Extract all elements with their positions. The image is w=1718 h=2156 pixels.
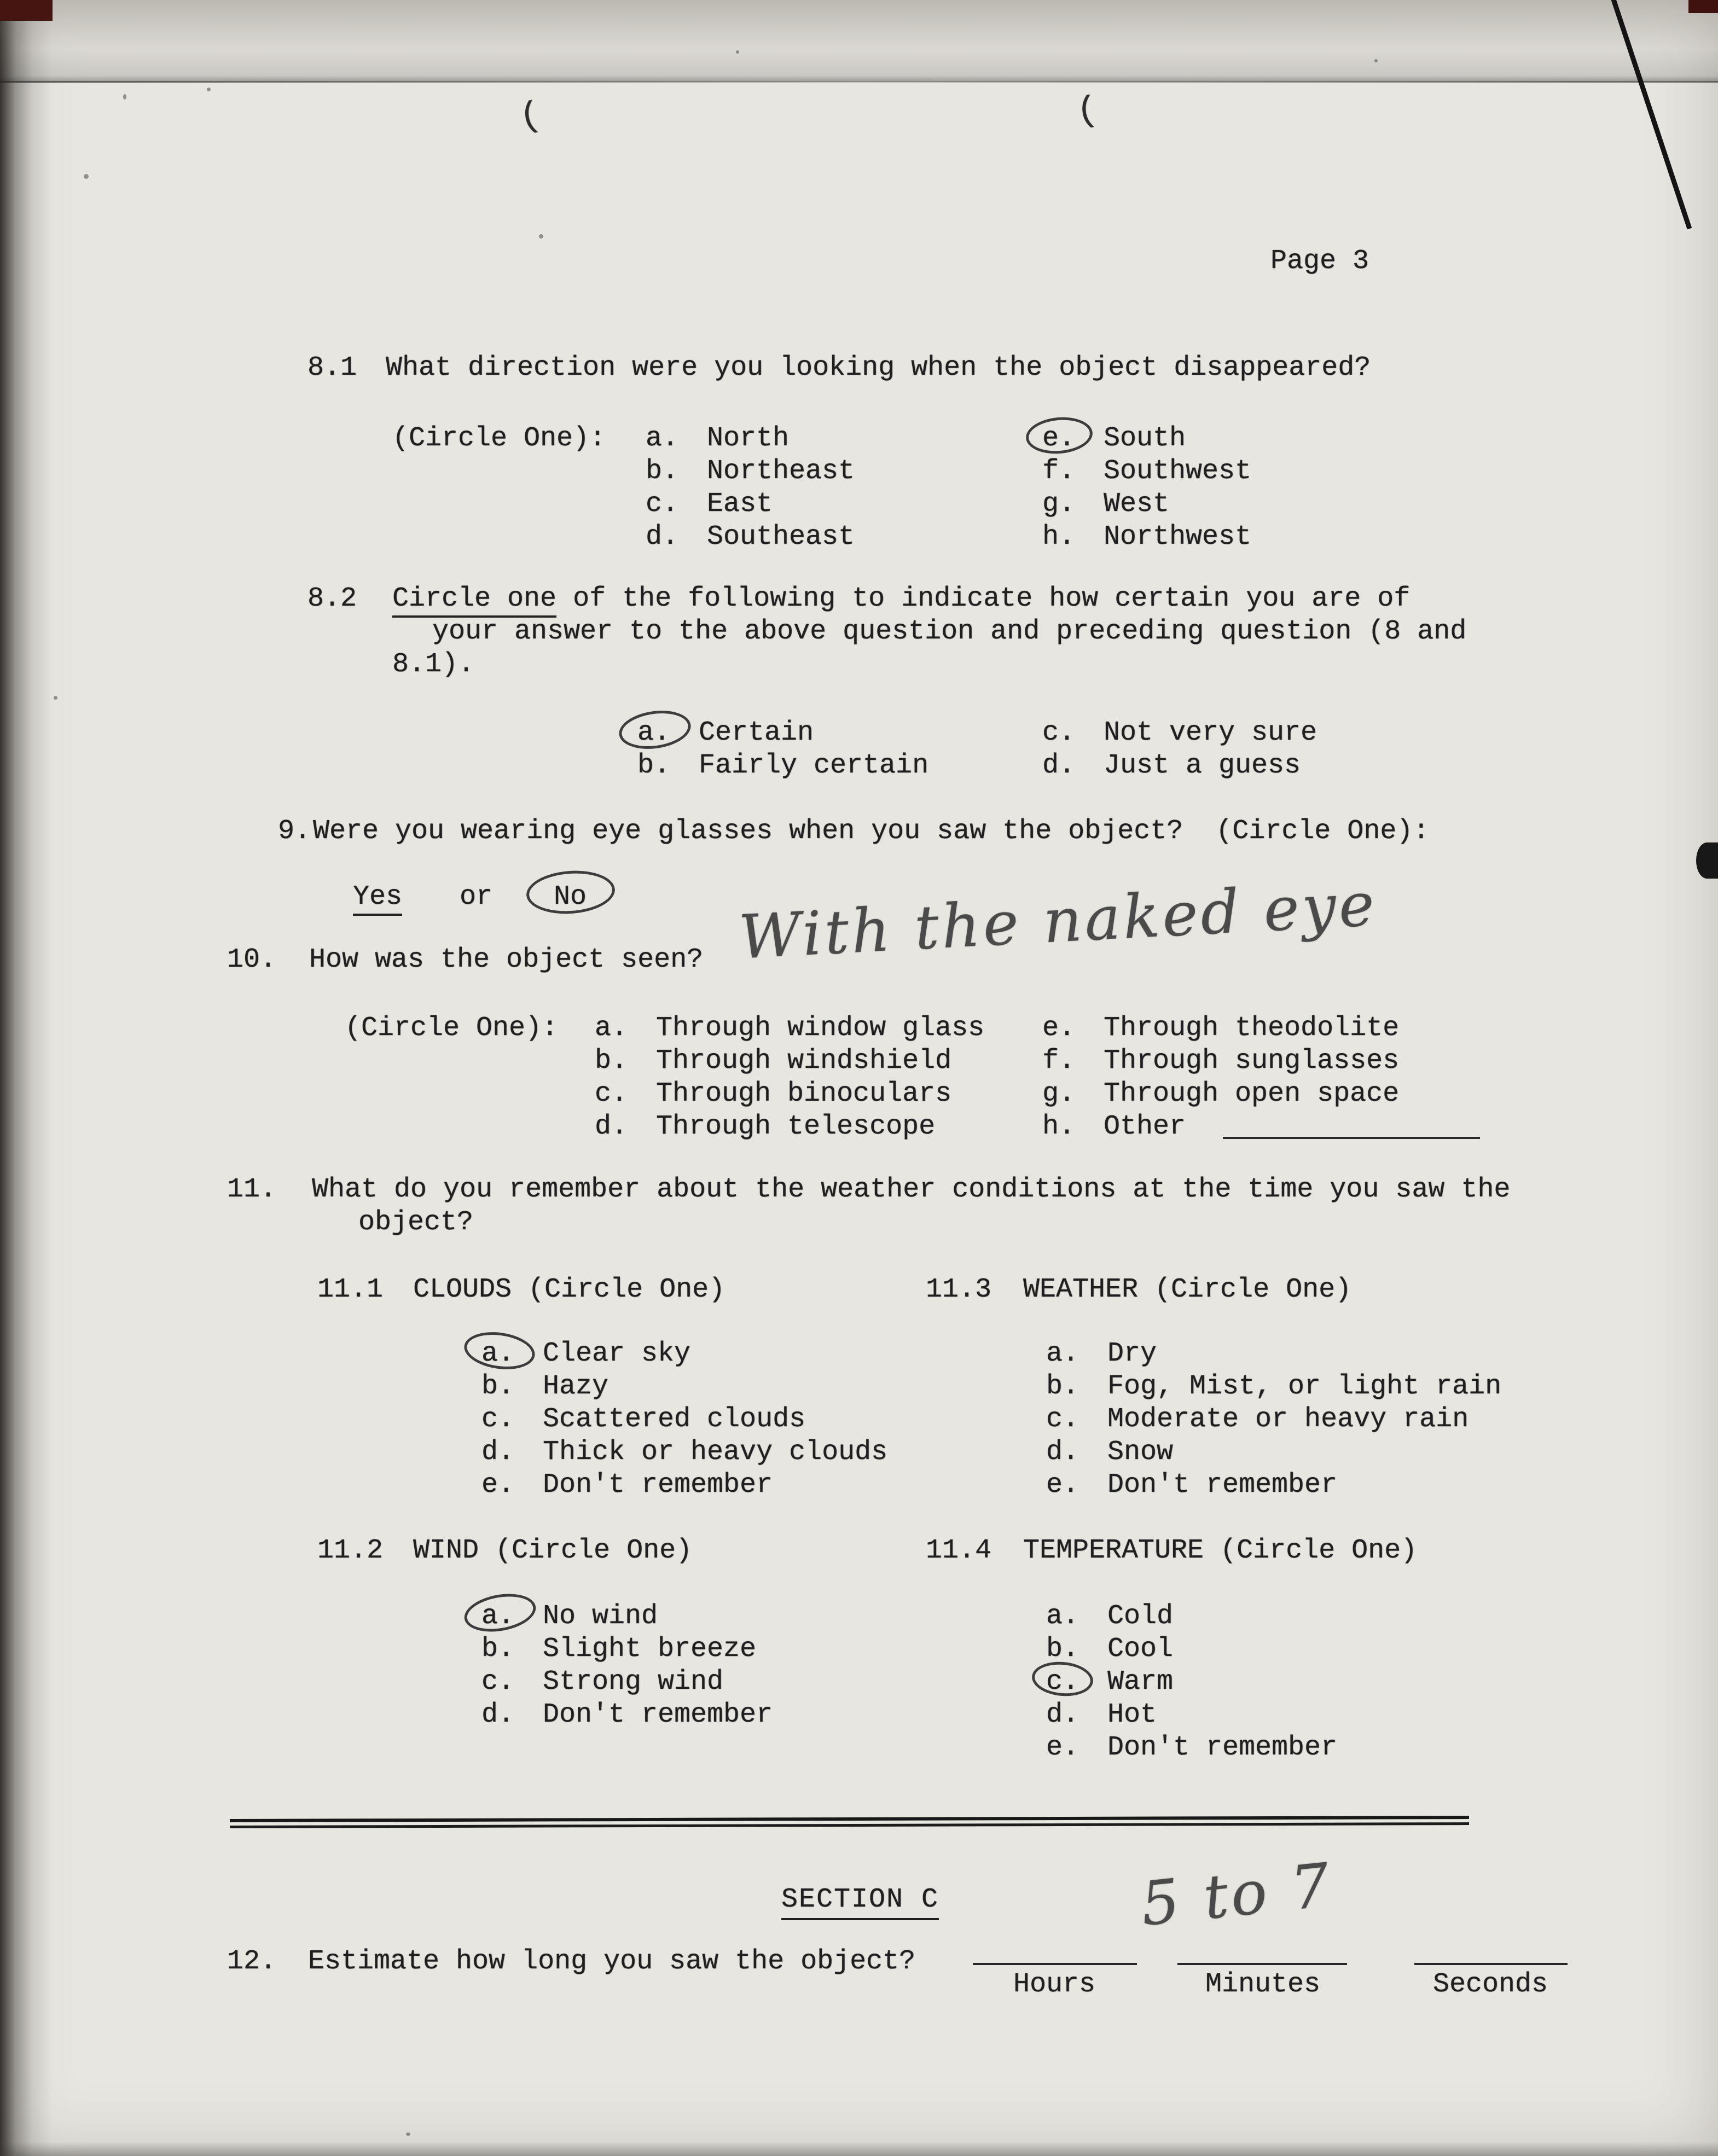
noise-speck — [1374, 59, 1378, 62]
option-row — [1046, 1469, 1501, 1502]
yes-label: Yes — [353, 881, 402, 916]
q10-circle-one-label: (Circle One): — [345, 1013, 559, 1044]
seconds-label: Seconds — [1433, 1969, 1548, 2000]
option-letter: b. — [481, 1371, 515, 1402]
option-row — [1042, 1111, 1480, 1143]
noise-speck — [539, 234, 543, 239]
option-letter: d. — [481, 1437, 515, 1468]
option-letter: a. — [1046, 1601, 1079, 1632]
noise-speck — [123, 94, 126, 100]
q8-2-question-rest: of the following to indicate how certain you are of — [556, 583, 1411, 614]
q8-2-options-col2 — [1042, 717, 1317, 782]
option-label: Strong wind — [543, 1666, 724, 1698]
option-label: Northwest — [1104, 521, 1252, 553]
q8-1-number: 8.1 — [307, 352, 357, 383]
seconds-blank-line — [1414, 1963, 1568, 1965]
option-row — [481, 1600, 773, 1633]
noise-speck — [84, 174, 89, 179]
option-letter: b. — [595, 1045, 628, 1077]
option-row — [1046, 1370, 1501, 1403]
option-label: Don't remember — [543, 1469, 773, 1501]
option-label: Warm — [1107, 1666, 1174, 1698]
option-letter: a. — [646, 423, 679, 454]
option-row — [1042, 1012, 1480, 1045]
option-row — [1042, 422, 1251, 455]
option-row — [1046, 1666, 1337, 1699]
minutes-label: Minutes — [1205, 1969, 1321, 2000]
option-label: Through telescope — [656, 1111, 936, 1142]
option-label: No wind — [543, 1601, 658, 1632]
minutes-blank-line — [1177, 1963, 1347, 1965]
option-row — [595, 1078, 984, 1111]
option-letter: a. — [481, 1338, 515, 1369]
option-letter: f. — [1042, 1045, 1076, 1077]
option-label: South — [1104, 423, 1186, 454]
option-letter: h. — [1042, 1111, 1076, 1142]
option-row — [646, 521, 855, 554]
option-row — [1046, 1600, 1337, 1633]
q8-1-options-col2 — [1042, 422, 1251, 554]
option-label: Don't remember — [1107, 1732, 1338, 1763]
diagonal-stroke — [1613, 0, 1690, 229]
option-label: Through binoculars — [656, 1078, 952, 1109]
q12-question: Estimate how long you saw the object? — [308, 1946, 916, 1977]
option-label: Thick or heavy clouds — [543, 1437, 888, 1468]
q8-2-underlined-phrase: Circle one — [392, 583, 556, 618]
option-letter: b. — [481, 1634, 515, 1665]
option-letter: a. — [1046, 1338, 1079, 1369]
option-row — [595, 1012, 984, 1045]
option-row — [481, 1469, 887, 1502]
q11-3-number: 11.3 — [926, 1274, 992, 1305]
section-c-title: SECTION C — [781, 1884, 939, 1920]
option-row — [1046, 1338, 1501, 1370]
option-label: Don't remember — [543, 1699, 773, 1730]
noise-speck — [406, 2132, 410, 2136]
option-label: North — [707, 423, 790, 454]
option-row — [1046, 1731, 1337, 1764]
stray-paren-mark: ( — [516, 96, 544, 138]
q9-number: 9. — [278, 816, 311, 847]
option-letter: d. — [595, 1111, 628, 1142]
q8-1-options-col1 — [646, 422, 855, 554]
option-letter: a. — [637, 717, 671, 748]
option-row — [1042, 1078, 1480, 1111]
option-letter: c. — [595, 1078, 628, 1109]
q11-number: 11. — [227, 1174, 277, 1205]
option-row — [595, 1111, 984, 1143]
option-label: Just a guess — [1104, 750, 1301, 781]
noise-speck — [207, 88, 211, 91]
q11-1-options — [481, 1338, 887, 1502]
option-row — [646, 455, 855, 488]
q11-4-options — [1046, 1600, 1337, 1764]
option-label: Scattered clouds — [543, 1404, 806, 1435]
option-label: Cool — [1107, 1634, 1174, 1665]
option-letter: e. — [1046, 1732, 1079, 1763]
option-row — [1042, 749, 1317, 782]
option-row — [646, 488, 855, 521]
q9-option-yes — [353, 881, 402, 914]
option-label: Southeast — [707, 521, 855, 553]
option-label: Not very sure — [1104, 717, 1317, 748]
option-row — [1042, 488, 1251, 521]
option-label: Cold — [1107, 1601, 1174, 1632]
option-label: Certain — [699, 717, 814, 748]
option-letter: d. — [1046, 1437, 1079, 1468]
top-scan-band — [0, 0, 1718, 82]
option-letter: d. — [481, 1699, 515, 1730]
option-row — [1042, 1045, 1480, 1078]
q9-conjunction: or — [460, 881, 493, 913]
page-number: Page 3 — [1270, 246, 1369, 277]
option-label: Moderate or heavy rain — [1107, 1404, 1469, 1435]
option-label: Through open space — [1104, 1078, 1400, 1109]
option-label: Fog, Mist, or light rain — [1107, 1371, 1502, 1402]
q10-options-col1 — [595, 1012, 984, 1143]
option-letter: c. — [1046, 1404, 1079, 1435]
option-label: Slight breeze — [543, 1634, 757, 1665]
other-blank-line — [1223, 1137, 1480, 1139]
corner-diagonal-line — [1598, 0, 1713, 233]
option-label: Don't remember — [1107, 1469, 1338, 1501]
option-row — [1046, 1403, 1501, 1436]
option-letter: c. — [1046, 1666, 1079, 1698]
noise-speck — [736, 50, 739, 54]
section-divider-double-rule — [230, 1816, 1469, 1828]
option-row — [1042, 521, 1251, 554]
q8-2-question-line2: your answer to the above question and preceding question (8 and — [432, 616, 1467, 647]
option-letter: b. — [1046, 1371, 1079, 1402]
bottom-edge-shadow — [0, 2142, 1718, 2156]
option-letter: e. — [481, 1469, 515, 1501]
option-label: Through theodolite — [1104, 1013, 1400, 1044]
left-edge-shadow — [0, 0, 52, 2156]
option-letter: c. — [481, 1404, 515, 1435]
option-letter: g. — [1042, 489, 1076, 520]
q8-2-question-line3: 8.1). — [392, 649, 475, 680]
q9-option-no: No — [554, 881, 587, 913]
q9-question: Were you wearing eye glasses when you saw the object? (Circle One): — [313, 816, 1430, 847]
option-row — [481, 1699, 773, 1731]
scan-fold-line — [0, 81, 1718, 83]
q8-2-question-line1 — [392, 583, 1410, 615]
top-left-corner-mark — [0, 0, 53, 21]
q11-1-number: 11.1 — [317, 1274, 384, 1305]
option-letter: h. — [1042, 521, 1076, 553]
option-label: Hot — [1107, 1699, 1157, 1730]
section-c-heading — [781, 1884, 939, 1916]
option-row — [481, 1403, 887, 1436]
q10-handwritten-answer: With the naked eye — [737, 869, 1379, 973]
option-label: West — [1104, 489, 1170, 520]
option-row — [595, 1045, 984, 1078]
option-label: Clear sky — [543, 1338, 691, 1369]
q11-3-title: WEATHER (Circle One) — [1023, 1274, 1352, 1305]
q11-4-title: TEMPERATURE (Circle One) — [1023, 1535, 1418, 1566]
option-row — [481, 1666, 773, 1699]
q8-2-number: 8.2 — [307, 583, 357, 614]
hours-label: Hours — [1013, 1969, 1096, 2000]
q11-2-number: 11.2 — [317, 1535, 384, 1566]
option-letter: d. — [646, 521, 679, 553]
option-row — [1046, 1699, 1337, 1731]
q11-4-number: 11.4 — [926, 1535, 992, 1566]
option-letter: a. — [595, 1013, 628, 1044]
option-row — [481, 1370, 887, 1403]
option-label: Other — [1104, 1111, 1186, 1142]
option-letter: d. — [1046, 1699, 1079, 1730]
q11-question-line2: object? — [358, 1207, 474, 1238]
q11-1-title: CLOUDS (Circle One) — [413, 1274, 725, 1305]
q11-3-options — [1046, 1338, 1501, 1502]
option-letter: b. — [637, 750, 671, 781]
option-letter: b. — [1046, 1634, 1079, 1665]
option-label: Through window glass — [656, 1013, 985, 1044]
option-letter: f. — [1042, 456, 1076, 487]
hours-blank-line — [973, 1963, 1137, 1965]
option-label: Southwest — [1104, 456, 1252, 487]
option-row — [637, 717, 928, 749]
option-label: Fairly certain — [699, 750, 929, 781]
option-label: Dry — [1107, 1338, 1157, 1369]
q11-question-line1: What do you remember about the weather conditions at the time you saw the — [312, 1174, 1511, 1205]
option-row — [1046, 1436, 1501, 1469]
option-row — [637, 749, 928, 782]
noise-speck — [54, 696, 57, 700]
option-letter: c. — [1042, 717, 1076, 748]
option-letter: e. — [1042, 1013, 1076, 1044]
option-letter: a. — [481, 1601, 515, 1632]
option-letter: e. — [1046, 1469, 1079, 1501]
option-letter: c. — [481, 1666, 515, 1698]
option-row — [481, 1338, 887, 1370]
option-row — [481, 1436, 887, 1469]
option-label: Through windshield — [656, 1045, 952, 1077]
option-letter: g. — [1042, 1078, 1076, 1109]
option-label: East — [707, 489, 773, 520]
option-label: Snow — [1107, 1437, 1174, 1468]
q10-options-col2 — [1042, 1012, 1480, 1143]
option-row — [1042, 455, 1251, 488]
option-row — [646, 422, 855, 455]
q11-2-options — [481, 1600, 773, 1731]
option-row — [481, 1633, 773, 1666]
q8-1-circle-one-label: (Circle One): — [392, 423, 606, 454]
option-label: Hazy — [543, 1371, 609, 1402]
q11-2-title: WIND (Circle One) — [413, 1535, 693, 1566]
q12-number: 12. — [227, 1946, 277, 1977]
q10-number: 10. — [227, 944, 277, 975]
q12-handwritten-answer: 5 to 7 — [1137, 1850, 1336, 1939]
option-row — [1042, 717, 1317, 749]
right-edge-ink-blob — [1696, 842, 1718, 879]
option-label: Through sunglasses — [1104, 1045, 1400, 1077]
option-letter: d. — [1042, 750, 1076, 781]
q10-question: How was the object seen? — [309, 944, 704, 975]
option-letter: c. — [646, 489, 679, 520]
option-row — [1046, 1633, 1337, 1666]
option-letter: e. — [1042, 423, 1076, 454]
q8-1-question: What direction were you looking when the object disappeared? — [386, 352, 1371, 383]
option-label: Northeast — [707, 456, 855, 487]
option-letter: b. — [646, 456, 679, 487]
q8-2-options-col1 — [637, 717, 928, 782]
stray-paren-mark: ( — [1074, 90, 1100, 133]
